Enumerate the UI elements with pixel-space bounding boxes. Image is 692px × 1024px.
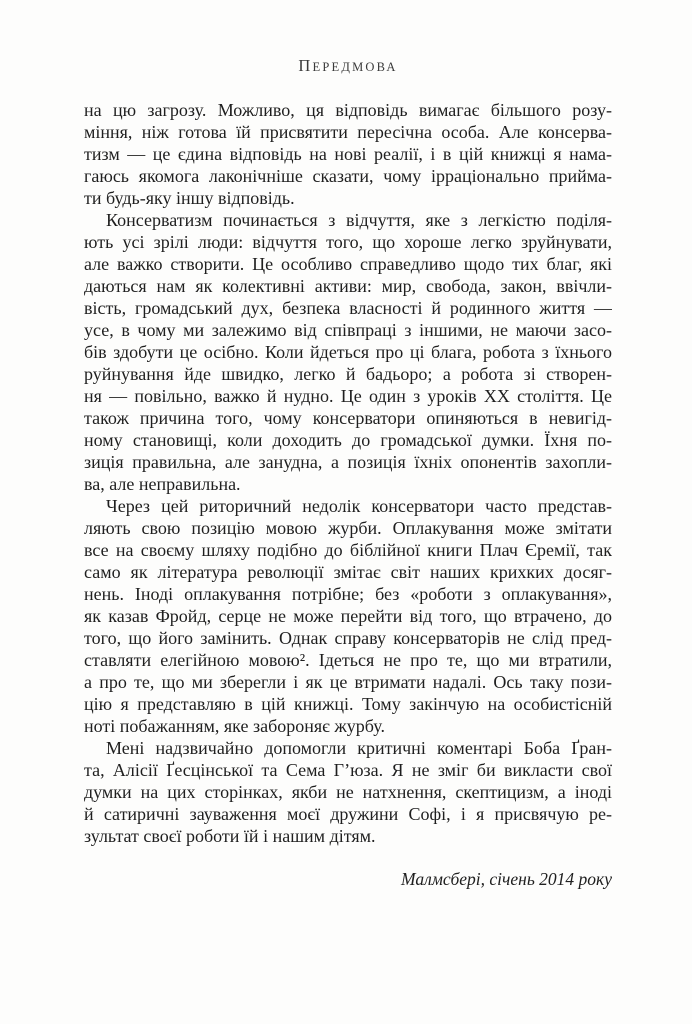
text-line: усе, в чому ми залежимо від співпраці з іншими, не маючи засо-: [84, 320, 612, 340]
paragraph: [84, 737, 612, 847]
text-line: тизм — це єдина відповідь на нові реалії, і в цій книжці я нама-: [84, 144, 612, 164]
text-line: та, Алісії Ґесцінської та Сема Г’юза. Я не зміг би викласти свої: [84, 760, 612, 780]
text-line: Консерватизм починається з відчуття, яке з легкістю поділя-: [106, 210, 612, 230]
text-line: Мені надзвичайно допомогли критичні коментарі Боба Ґран-: [106, 738, 612, 758]
text-line: також причина того, чому консерватори опиняються в невигід-: [84, 408, 612, 428]
chapter-header: ПЕРЕДМОВА: [298, 56, 398, 75]
text-line: й сатиричні зауваження моєї дружини Софі, і я присвячую ре-: [84, 804, 612, 824]
text-line: ставляти елегійною мовою². Ідеться не про те, що ми втратили,: [84, 650, 612, 670]
text-line: даються нам як колективні активи: мир, свобода, закон, ввічли-: [84, 276, 612, 296]
text-line: ляють свою позицію мовою журби. Оплакування може змітати: [84, 518, 612, 538]
text-line: ня — повільно, важко й нудно. Це один з уроків XX століття. Це: [84, 386, 612, 406]
paragraph: [84, 495, 612, 737]
text-line: зультат своєї роботи їй і нашим дітям.: [84, 826, 376, 846]
text-line: як казав Фройд, серце не може перейти від того, що втрачено, до: [84, 606, 612, 626]
text-line: вість, громадський дух, безпека власності й родинного життя —: [84, 298, 612, 318]
text-line: само як література революції змітає світ наших крихких досяг-: [84, 562, 612, 582]
page-body: [84, 99, 612, 890]
text-line: зиція правильна, але занудна, а позиція їхніх опонентів захопли-: [84, 452, 612, 472]
text-line: думки на цих сторінках, якби не натхнення, скептицизм, а іноді: [84, 782, 612, 802]
signature-line: Малмсбері, січень 2014 року: [401, 869, 612, 889]
text-line: на цю загрозу. Можливо, ця відповідь вимагає більшого розу-: [84, 100, 612, 120]
text-line: міння, ніж готова їй присвятити пересічна особа. Але консерва-: [84, 122, 612, 142]
text-line: Через цей риторичний недолік консерватори часто представ-: [106, 496, 612, 516]
text-line: нень. Іноді оплакування потрібне; без «роботи з оплакування»,: [84, 584, 612, 604]
text-line: але важко створити. Це особливо справедливо щодо тих благ, які: [84, 254, 612, 274]
text-line: все на своєму шляху подібно до біблійної книги Плач Єремії, так: [84, 540, 612, 560]
text-line: ному становищі, коли доходить до громадської думки. Їхня по-: [84, 430, 612, 450]
text-line: руйнування йде швидко, легко й бадьоро; а робота зі створен-: [84, 364, 612, 384]
text-line: бів здобути це осібно. Коли йдеться про ці блага, робота з їхнього: [84, 342, 612, 362]
text-line: а про те, що ми зберегли і як це втримати надалі. Ось таку пози-: [84, 672, 612, 692]
text-line: гаюсь якомога лаконічніше сказати, чому ірраціонально прийма-: [84, 166, 612, 186]
text-line: ють усі зрілі люди: відчуття того, що хороше легко зруйнувати,: [84, 232, 612, 252]
text-line: ти будь-яку іншу відповідь.: [84, 188, 295, 208]
text-line: ноті побажанням, яке забороняє журбу.: [84, 716, 385, 736]
text-line: ва, але неправильна.: [84, 474, 241, 494]
paragraph: [84, 99, 612, 209]
paragraphs-container: [84, 99, 612, 847]
paragraph: [84, 209, 612, 495]
text-line: цію я представляю в цій книжці. Тому закінчую на особистісній: [84, 694, 612, 714]
text-line: того, що його замінить. Однак справу консерваторів не слід пред-: [84, 628, 612, 648]
